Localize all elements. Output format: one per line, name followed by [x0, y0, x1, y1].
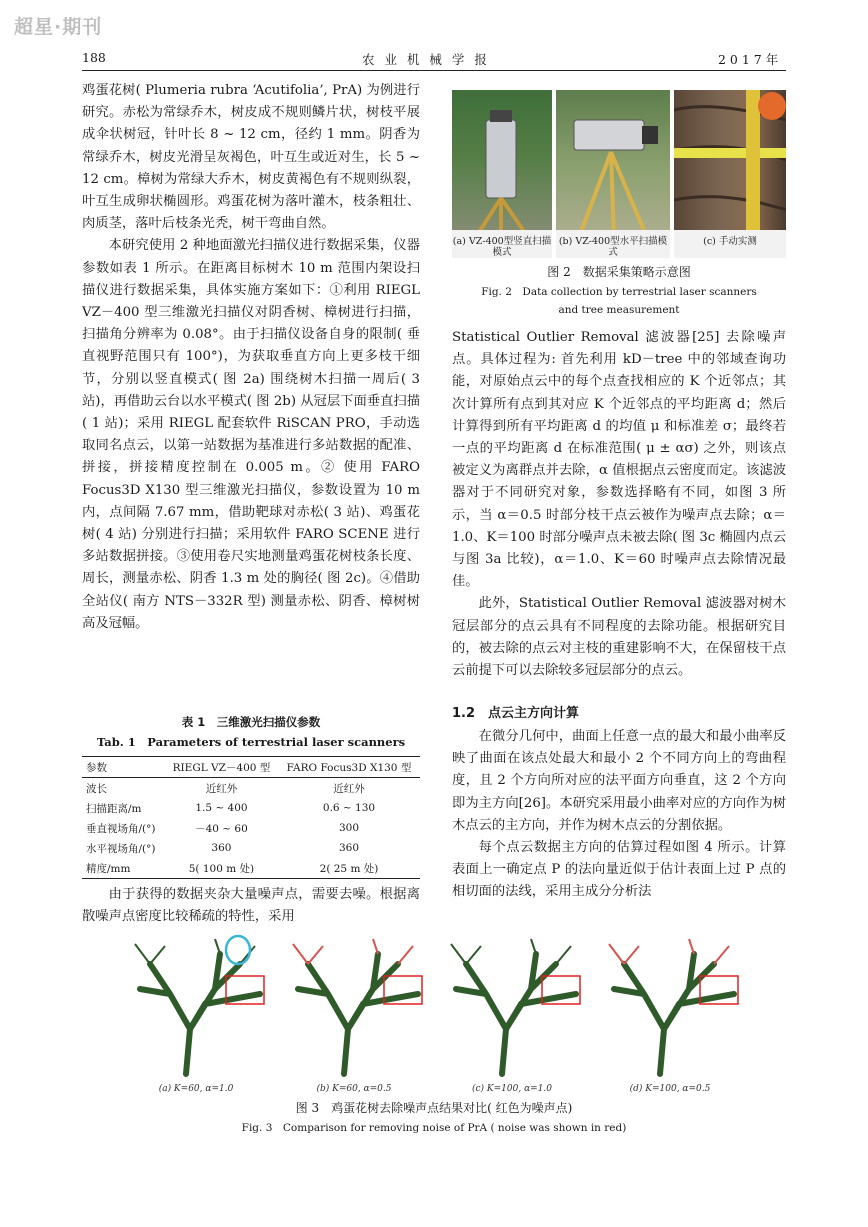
noise-ellipse — [226, 936, 250, 964]
panel-label: (b) K=60, α=0.5 — [316, 1084, 392, 1094]
paragraph-denoise: 由于获得的数据夹杂大量噪声点，需要去噪。根据离散噪声点密度比较稀疏的特性，采用 — [82, 887, 420, 925]
tree-pointcloud — [120, 934, 272, 1082]
paragraph-canopy: 此外，Statistical Outlier Removal 滤波器对树木冠层部分的点云具有不同程度的去除功能。根据研究目的，被去除的点云对主枝的重建影响不大，在保留枝干点云前提下可以去除较多冠层部分的点云。 — [452, 596, 786, 679]
table-cell: 0.6 ~ 130 — [322, 802, 376, 814]
header-rule — [82, 70, 786, 71]
paragraph-sor-filter: Statistical Outlier Removal 滤波器[25] 去除噪声点。具体过程为: 首先利用 kD－tree 中的邻域查询功能，对原始点云中的每个点查找相应的 K 个近邻点；其次计算所有点到其对应 K 个近邻点的平均距离 d；然后计算得到所有平均距离 d 的均值 μ 和标准差 σ；最终若一点的平均距离 d 在标准范围( μ ± ασ) 之外，则该点被定义为离群点并去除，α 值根据点云密度而定。该滤波器对于不同研究对象，参数选择略有不同，如图 3 所示，当 α＝0.5 时部分枝干点云被作为噪声点去除；α＝1.0、K＝100 时部分噪声点未被去除( 图 3c 椭圆内点云与图 3a 比较)，α＝1.0、K＝60 时噪声点去除情况最佳。 — [452, 330, 786, 590]
tree-pointcloud — [436, 934, 588, 1082]
figure2-caption-en-1: Fig. 2 Data collection by terrestrial laser scanners — [481, 286, 757, 298]
paragraph-method: 本研究使用 2 种地面激光扫描仪进行数据采集，仪器参数如表 1 所示。在距离目标树木 10 m 范围内架设扫描仪进行数据采集，具体实施方案如下：①利用 RIEGL VZ－400 型三维激光扫描仪对阴香树、樟树进行扫描，扫描角分辨率为 0.08°。由于扫描仪设备自身的限制( 垂直视野范围只有 100°)，为获取垂直方向上更多枝干细节，分别以竖直模式( 图 2a) 围绕树木扫描一周后( 3 站)，再借助云台以水平模式( 图 2b) 从冠层下面垂直扫描( 1 站)；采用 RIEGL 配套软件 RiSCAN PRO，手动选取同名点云，以第一站数据为基准进行多站数据的配准、拼接，拼接精度控制在 0.005 m。② 使用 FARO Focus3D X130 型三维激光扫描仪，参数设置为 10 m 内，点间隔 7.67 mm，借助靶球对赤松( 3 站)、鸡蛋花树( 4 站) 分别进行扫描；采用软件 FARO SCENE 进行多站数据拼接。③使用卷尺实地测量鸡蛋花树枝条长度、周长，测量赤松、阴香 1.3 m 处的胸径( 图 2c)。④借助全站仪( 南方 NTS－332R 型) 测量赤松、阴香、樟树树高及冠幅。 — [82, 238, 420, 631]
tree-pointcloud — [278, 934, 430, 1082]
figure3-caption-cn: 图 3 鸡蛋花树去除噪声点结果对比( 红色为噪声点) — [295, 1101, 573, 1115]
paragraph-pca: 每个点云数据主方向的估算过程如图 4 所示。计算表面上一确定点 P 的法向量近似于估计表面上过 P 点的相切面的法线，采用主成分分析法 — [452, 840, 786, 900]
table-header: RIEGL VZ－400 型 — [172, 761, 271, 774]
ruler-icon — [746, 90, 760, 230]
table1-title-cn: 表 1 三维激光扫描仪参数 — [181, 715, 321, 729]
tree-trunk — [614, 954, 734, 1074]
table-cell: 垂直视场角/(°) — [86, 822, 156, 835]
scanner-head-icon — [642, 126, 658, 144]
page-number: 188 — [82, 50, 106, 65]
noise-points — [609, 939, 729, 964]
scanner-body-icon — [574, 120, 644, 150]
table-header: 参数 — [86, 761, 107, 774]
photo-vertical-mode — [452, 90, 552, 258]
noise-points — [293, 939, 413, 964]
table-header: FARO Focus3D X130 型 — [286, 761, 412, 774]
table-cell: 近红外 — [205, 782, 238, 795]
table-cell: 360 — [211, 842, 232, 854]
tree-trunk — [456, 954, 576, 1074]
panel-label: (d) K=100, α=0.5 — [629, 1084, 711, 1094]
tape-measure-photo — [674, 90, 786, 258]
scanner-body-icon — [486, 120, 516, 198]
section-heading: 1.2 点云主方向计算 — [452, 706, 580, 721]
figure3-caption-en: Fig. 3 Comparison for removing noise of PrA ( noise was shown in red) — [241, 1122, 627, 1134]
tree-pointcloud — [594, 934, 746, 1082]
figure2b-label: (b) VZ-400型水平扫描模式 — [558, 236, 668, 258]
figure3-panels — [120, 934, 748, 1094]
table-row — [82, 798, 420, 818]
tripod-leg-icon — [578, 152, 611, 240]
scanner-head-icon — [490, 110, 512, 122]
table1-title-en: Tab. 1 Parameters of terrestrial laser scanners — [96, 735, 406, 749]
tree-panel-c — [436, 934, 588, 1094]
right-column — [452, 327, 786, 682]
journal-year: 2 0 1 7 年 — [718, 52, 779, 67]
table-row — [82, 838, 420, 858]
figure2c-label: (c) 手动实测 — [703, 236, 757, 247]
table-row — [82, 778, 420, 799]
photo-horizontal-mode — [556, 90, 670, 258]
right-column-bottom — [452, 726, 786, 904]
table-cell: 5( 100 m 处) — [188, 862, 255, 875]
tree-panel-d — [594, 934, 746, 1094]
figure2-caption-en-2: and tree measurement — [558, 304, 680, 316]
panel-label: (a) K=60, α=1.0 — [158, 1084, 234, 1094]
table-cell: 1.5 ~ 400 — [195, 802, 248, 814]
tree-panel-b — [278, 934, 430, 1094]
figure2a-label: (a) VZ-400型竖直扫描模式 — [452, 236, 552, 258]
panel-label: (c) K=100, α=1.0 — [471, 1084, 553, 1094]
tape-measure-icon — [674, 148, 786, 158]
scanner-parameters-table — [82, 756, 420, 879]
table-row — [82, 818, 420, 838]
scanner-horizontal-photo — [556, 90, 670, 258]
table-cell: 水平视场角/(°) — [86, 842, 156, 855]
table-cell: 扫描距离/m — [86, 802, 142, 815]
left-column-bottom — [82, 884, 420, 928]
paragraph-species: 鸡蛋花树( Plumeria rubra ‘Acutifolia’, PrA) 为例进行研究。赤松为常绿乔木，树皮成不规则鳞片状，树枝平展成伞状树冠，针叶长 8 ~ 12 cm，径约 1 mm。阴香为常绿乔木，树皮光滑呈灰褐色，叶互生或近对生，长 5 ~ 12 cm。樟树为常绿大乔木，树皮黄褐色有不规则纵裂，叶互生成卵状椭圆形。鸡蛋花树为落叶灌木，枝条粗壮、肉质茎，落叶后枝条光秃，树干弯曲自然。 — [82, 83, 420, 232]
tree-branches — [451, 939, 571, 964]
table-cell: 精度/mm — [86, 862, 131, 875]
tree-branches — [135, 939, 255, 964]
tree-panel-a — [120, 934, 272, 1094]
left-column — [82, 80, 420, 635]
table-cell: 300 — [338, 822, 360, 834]
scanner-vertical-photo — [452, 90, 552, 258]
watermark: 超星·期刊 — [14, 16, 103, 38]
tape-reel-icon — [758, 92, 786, 120]
figure2-photos — [452, 90, 786, 260]
tripod-leg-icon — [611, 152, 614, 240]
table-cell: 近红外 — [333, 782, 365, 795]
bark-texture — [674, 107, 786, 210]
table-row — [82, 858, 420, 879]
journal-title: 农 业 机 械 学 报 — [362, 52, 490, 67]
tree-trunk — [298, 954, 418, 1074]
tripod-leg-icon — [611, 152, 648, 240]
figure2-caption-cn: 图 2 数据采集策略示意图 — [547, 265, 691, 279]
table-cell: 2( 25 m 处) — [319, 862, 379, 875]
table-header-row — [82, 757, 420, 778]
table-cell: －40 ~ 60 — [195, 822, 248, 835]
table-cell: 波长 — [86, 782, 107, 795]
paragraph-curvature: 在微分几何中，曲面上任意一点的最大和最小曲率反映了曲面在该点处最大和最小 2 个不同方向上的弯曲程度，且 2 个方向所对应的法平面方向垂直，这 2 个方向即为主方向[26]。本研究采用最小曲率对应的方向作为树木点云的主方向，并作为树木点云的分割依据。 — [452, 729, 786, 833]
table-cell: 360 — [338, 842, 360, 854]
photo-manual-measurement — [674, 90, 786, 258]
tree-trunk — [140, 954, 260, 1074]
